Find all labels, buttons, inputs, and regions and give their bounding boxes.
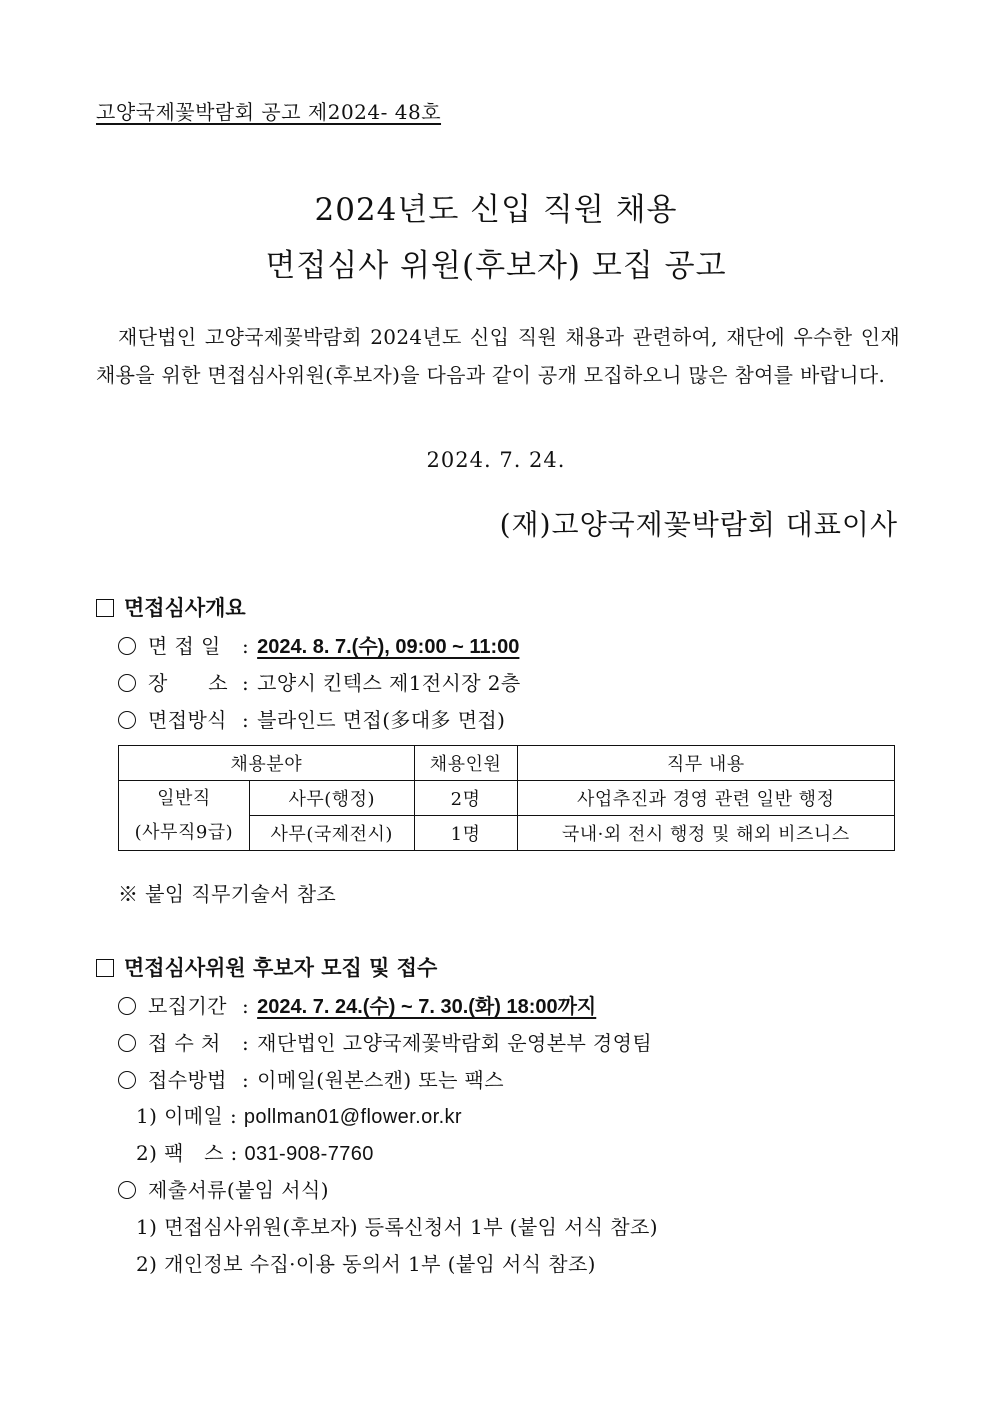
interview-method-row: 면접방식 : 블라인드 면접(多대多 면접) [118,704,505,733]
interview-date-value: 2024. 8. 7.(수), 09:00 ~ 11:00 [257,636,520,658]
intro-paragraph: 재단법인 고양국제꽃박람회 2024년도 신입 직원 채용과 관련하여, 재단에 우수한 인재채용을 위한 면접심사위원(후보자)을 다음과 같이 공개 모집하오니 많은 참여를 바랍니다. [96,325,900,387]
documents-heading: 제출서류(붙임 서식) [148,1178,329,1202]
fax-row [136,1137,374,1166]
venue-label: 장 소 [148,671,228,695]
interview-method-value: 블라인드 면접(多대多 면접) [257,708,506,732]
header-count: 채용인원 [414,746,517,781]
documents-row [118,1174,329,1203]
email-label: 1) 이메일 : [136,1104,238,1128]
circle-bullet-icon [118,711,136,729]
title-line-2: 면접심사 위원(후보자) 모집 공고 [265,248,727,284]
section1-heading: 면접심사개요 [96,592,246,622]
table-row [119,781,895,816]
email-link[interactable]: pollman01@flower.or.kr [243,1106,462,1128]
notice-date: 2024. 7. 24. [426,448,566,472]
interview-date-label: 면 접 일 [148,634,221,658]
header-field: 채용분야 [119,746,415,781]
job-count-cell: 1명 [414,816,517,851]
square-bullet-icon [96,959,114,977]
job-group-line2: (사무직9급) [134,821,234,843]
document-item-1: 1) 면접심사위원(후보자) 등록신청서 1부 (붙임 서식 참조) [136,1215,658,1239]
recruit-period-row: 모집기간 : 2024. 7. 24.(수) ~ 7. 30.(화) 18:00까지 [118,990,596,1019]
interview-method-label: 면접방식 [148,708,227,732]
circle-bullet-icon [118,1071,136,1089]
title-line-1: 2024년도 신입 직원 채용 [314,192,678,228]
header-duty: 직무 내용 [517,746,894,781]
circle-bullet-icon [118,997,136,1015]
job-field-cell: 사무(행정) [249,781,414,816]
circle-bullet-icon [118,637,136,655]
venue-value: 고양시 킨텍스 제1전시장 2층 [257,671,521,695]
job-field-cell: 사무(국제전시) [249,816,414,851]
recruitment-table [118,745,895,851]
reception-method-row: 접수방법 : 이메일(원본스캔) 또는 팩스 [118,1064,504,1093]
job-count-cell: 2명 [414,781,517,816]
document-item-2: 2) 개인정보 수집·이용 동의서 1부 (붙임 서식 참조) [136,1252,596,1276]
circle-bullet-icon [118,1034,136,1052]
job-group-line1: 일반직 [157,787,211,809]
recruit-period-label: 모집기간 [148,994,227,1018]
fax-number: 031-908-7760 [244,1143,374,1165]
venue-row: 장 소 : 고양시 킨텍스 제1전시장 2층 [118,667,521,696]
table-header-row [119,746,895,781]
square-bullet-icon [96,599,114,617]
reception-office-row: 접 수 처 : 재단법인 고양국제꽃박람회 운영본부 경영팀 [118,1027,652,1056]
recruit-period-value: 2024. 7. 24.(수) ~ 7. 30.(화) 18:00까지 [257,996,597,1018]
issuer-org: (재)고양국제꽃박람회 대표이사 [499,508,898,541]
section2-heading: 면접심사위원 후보자 모집 및 접수 [96,952,437,982]
fax-label: 2) 팩 스 : [136,1141,238,1165]
reception-office-value: 재단법인 고양국제꽃박람회 운영본부 경영팀 [257,1031,653,1055]
interview-date-row: 면 접 일 : 2024. 8. 7.(수), 09:00 ~ 11:00 [118,630,519,659]
circle-bullet-icon [118,674,136,692]
job-description-note: ※ 붙임 직무기술서 참조 [118,882,337,906]
reception-method-label: 접수방법 [148,1068,227,1092]
job-duty-cell: 국내·외 전시 행정 및 해외 비즈니스 [517,816,894,851]
email-row [136,1100,462,1129]
notice-number: 고양국제꽃박람회 공고 제2024- 48호 [96,100,442,124]
reception-method-value: 이메일(원본스캔) 또는 팩스 [257,1068,504,1092]
job-duty-cell: 사업추진과 경영 관련 일반 행정 [517,781,894,816]
reception-office-label: 접 수 처 [148,1031,221,1055]
job-group-cell [119,781,250,851]
circle-bullet-icon [118,1181,136,1199]
